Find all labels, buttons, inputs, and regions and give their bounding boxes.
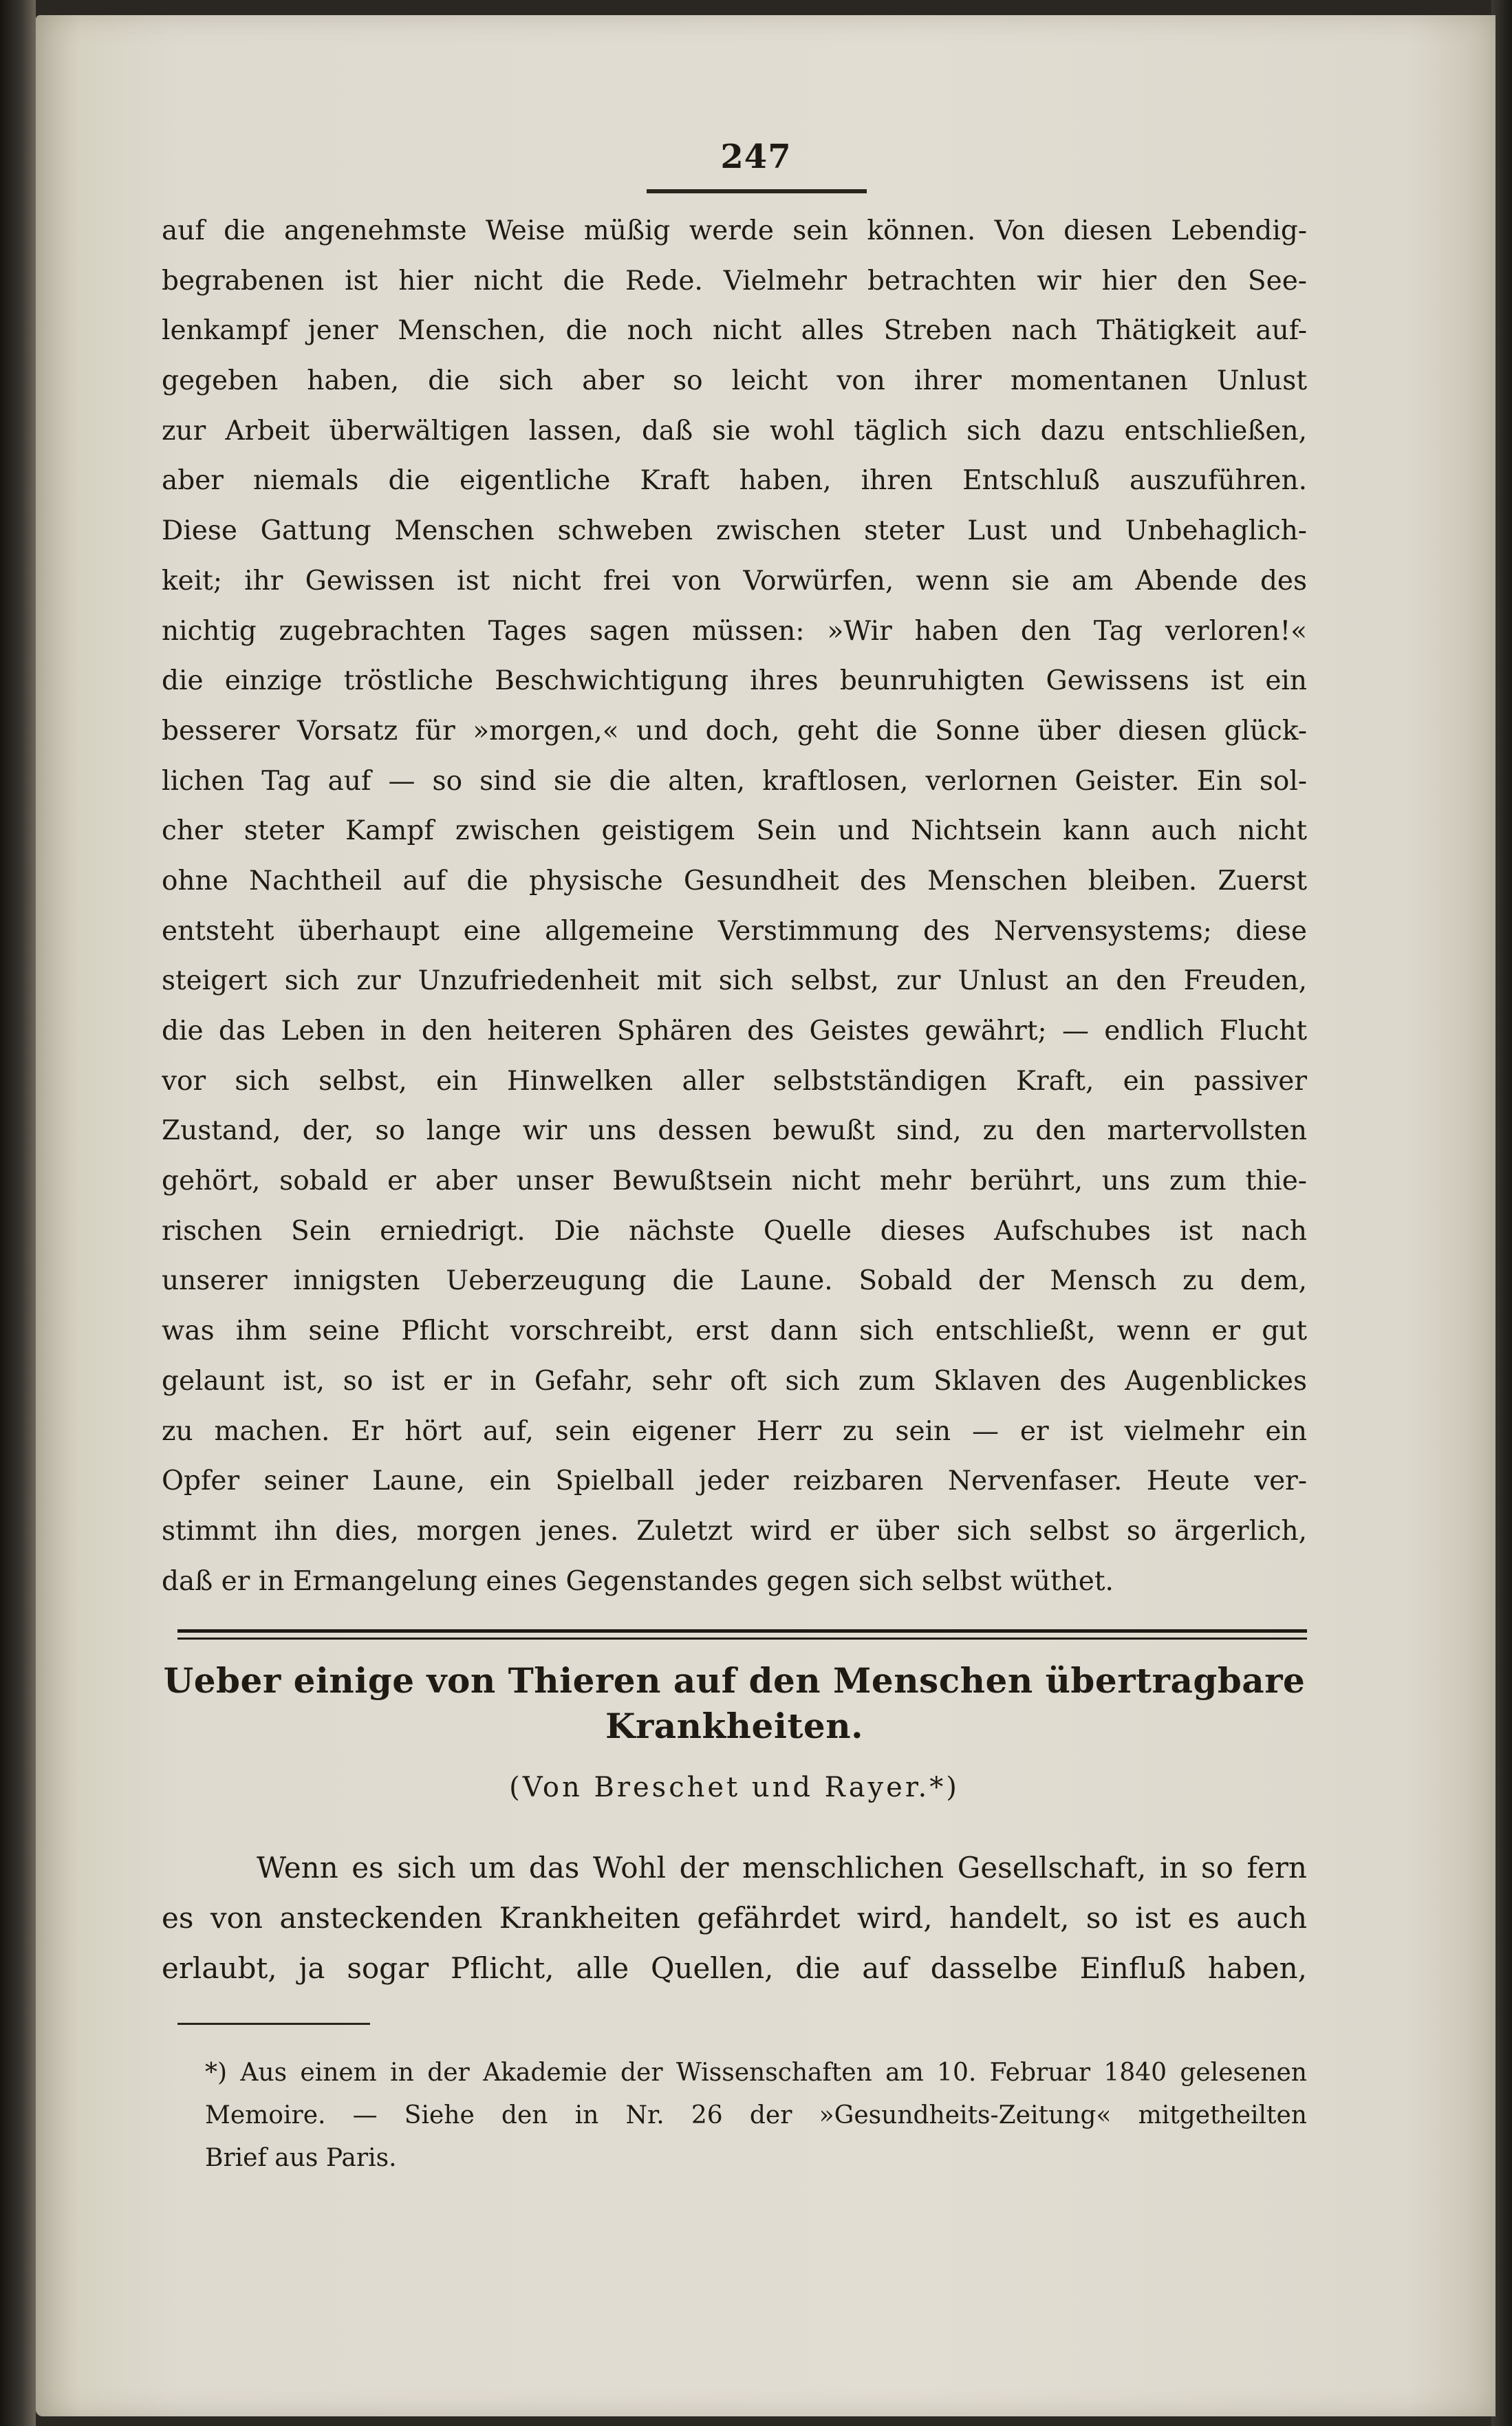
text-line: ohne Nachtheil auf die physische Gesundheit des Menschen bleiben. Zuerst [162, 865, 1307, 897]
footnote-rule [177, 2023, 370, 2025]
text-line: besserer Vorsatz für »morgen,« und doch, geht die Sonne über diesen glück- [162, 715, 1307, 747]
page-number: 247 [720, 138, 792, 176]
article-heading [162, 1658, 1307, 1749]
text-line: entsteht überhaupt eine allgemeine Verstimmung des Nervensystems; diese [162, 915, 1307, 947]
page-number-rule [647, 189, 867, 193]
text-line: Wenn es sich um das Wohl der menschlichen Gesellschaft, in so fern [257, 1851, 1307, 1885]
text-line: was ihm seine Pflicht vorschreibt, erst dann sich entschließt, wenn er gut [162, 1316, 1307, 1347]
text-line: steigert sich zur Unzufriedenheit mit sich selbst, zur Unlust an den Freuden, [162, 965, 1307, 997]
text-line: zur Arbeit überwältigen lassen, daß sie wohl täglich sich dazu entschließen, [162, 415, 1307, 447]
footnote-line: Brief aus Paris. [205, 2144, 397, 2172]
text-line: erlaubt, ja sogar Pflicht, alle Quellen, die auf dasselbe Einfluß haben, [162, 1951, 1307, 1985]
text-line: gehört, sobald er aber unser Bewußtsein nicht mehr berührt, uns zum thie- [162, 1166, 1307, 1197]
section-divider [177, 1629, 1307, 1640]
text-line: unserer innigsten Ueberzeugung die Laune. Sobald der Mensch zu dem, [162, 1265, 1307, 1297]
footnote-line: Memoire. — Siehe den in Nr. 26 der »Gesundheits-Zeitung« mitgetheilten [205, 2101, 1307, 2129]
text-line: nichtig zugebrachten Tages sagen müssen: »Wir haben den Tag verloren!« [162, 615, 1307, 647]
footnote-line: *) Aus einem in der Akademie der Wissenschaften am 10. Februar 1840 gelesenen [205, 2059, 1307, 2087]
text-line: cher steter Kampf zwischen geistigem Sein und Nichtsein kann auch nicht [162, 815, 1307, 847]
text-line: lenkampf jener Menschen, die noch nicht alles Streben nach Thätigkeit auf- [162, 315, 1307, 347]
text-line: gelaunt ist, so ist er in Gefahr, sehr oft sich zum Sklaven des Augenblickes [162, 1365, 1307, 1397]
text-line: keit; ihr Gewissen ist nicht frei von Vorwürfen, wenn sie am Abende des [162, 565, 1307, 597]
text-line: es von ansteckenden Krankheiten gefährdet wird, handelt, so ist es auch [162, 1901, 1307, 1935]
heading-line: Krankheiten. [605, 1706, 864, 1746]
text-line: aber niemals die eigentliche Kraft haben, ihren Entschluß auszuführen. [162, 465, 1307, 497]
body-paragraph [162, 206, 1307, 1607]
text-line: die das Leben in den heiteren Sphären des Geistes gewährt; — endlich Flucht [162, 1016, 1307, 1046]
text-line: Zustand, der, so lange wir uns dessen bewußt sind, zu den martervollsten [162, 1115, 1307, 1147]
text-line: gegeben haben, die sich aber so leicht von ihrer momentanen Unlust [162, 365, 1307, 397]
text-line: zu machen. Er hört auf, sein eigener Herr zu sein — er ist vielmehr ein [162, 1415, 1307, 1447]
article-paragraph [162, 1843, 1307, 1993]
text-line: vor sich selbst, ein Hinwelken aller selbstständigen Kraft, ein passiver [162, 1065, 1307, 1097]
text-line: auf die angenehmste Weise müßig werde sein können. Von diesen Lebendig- [162, 215, 1307, 246]
footnote [177, 2052, 1307, 2180]
text-line: lichen Tag auf — so sind sie die alten, kraftlosen, verlornen Geister. Ein sol- [162, 765, 1307, 797]
text-line: Opfer seiner Laune, ein Spielball jeder reizbaren Nervenfaser. Heute ver- [162, 1466, 1307, 1497]
divider-thin-line [177, 1638, 1307, 1640]
book-gutter [0, 0, 36, 2426]
text-line: die einzige tröstliche Beschwichtigung ihres beunruhigten Gewissens ist ein [162, 665, 1307, 697]
text-line: stimmt ihn dies, morgen jenes. Zuletzt wird er über sich selbst so ärgerlich, [162, 1515, 1307, 1547]
article-attribution: (Von Breschet und Rayer.*) [509, 1772, 960, 1803]
text-line: Diese Gattung Menschen schweben zwischen steter Lust und Unbehaglich- [162, 515, 1307, 547]
heading-line: Ueber einige von Thieren auf den Menschen übertragbare [163, 1660, 1306, 1701]
text-line: rischen Sein erniedrigt. Die nächste Quelle dieses Aufschubes ist nach [162, 1215, 1307, 1247]
text-line: begrabenen ist hier nicht die Rede. Vielmehr betrachten wir hier den See- [162, 265, 1307, 297]
text-line: daß er in Ermangelung eines Gegenstandes gegen sich selbst wüthet. [162, 1565, 1114, 1597]
